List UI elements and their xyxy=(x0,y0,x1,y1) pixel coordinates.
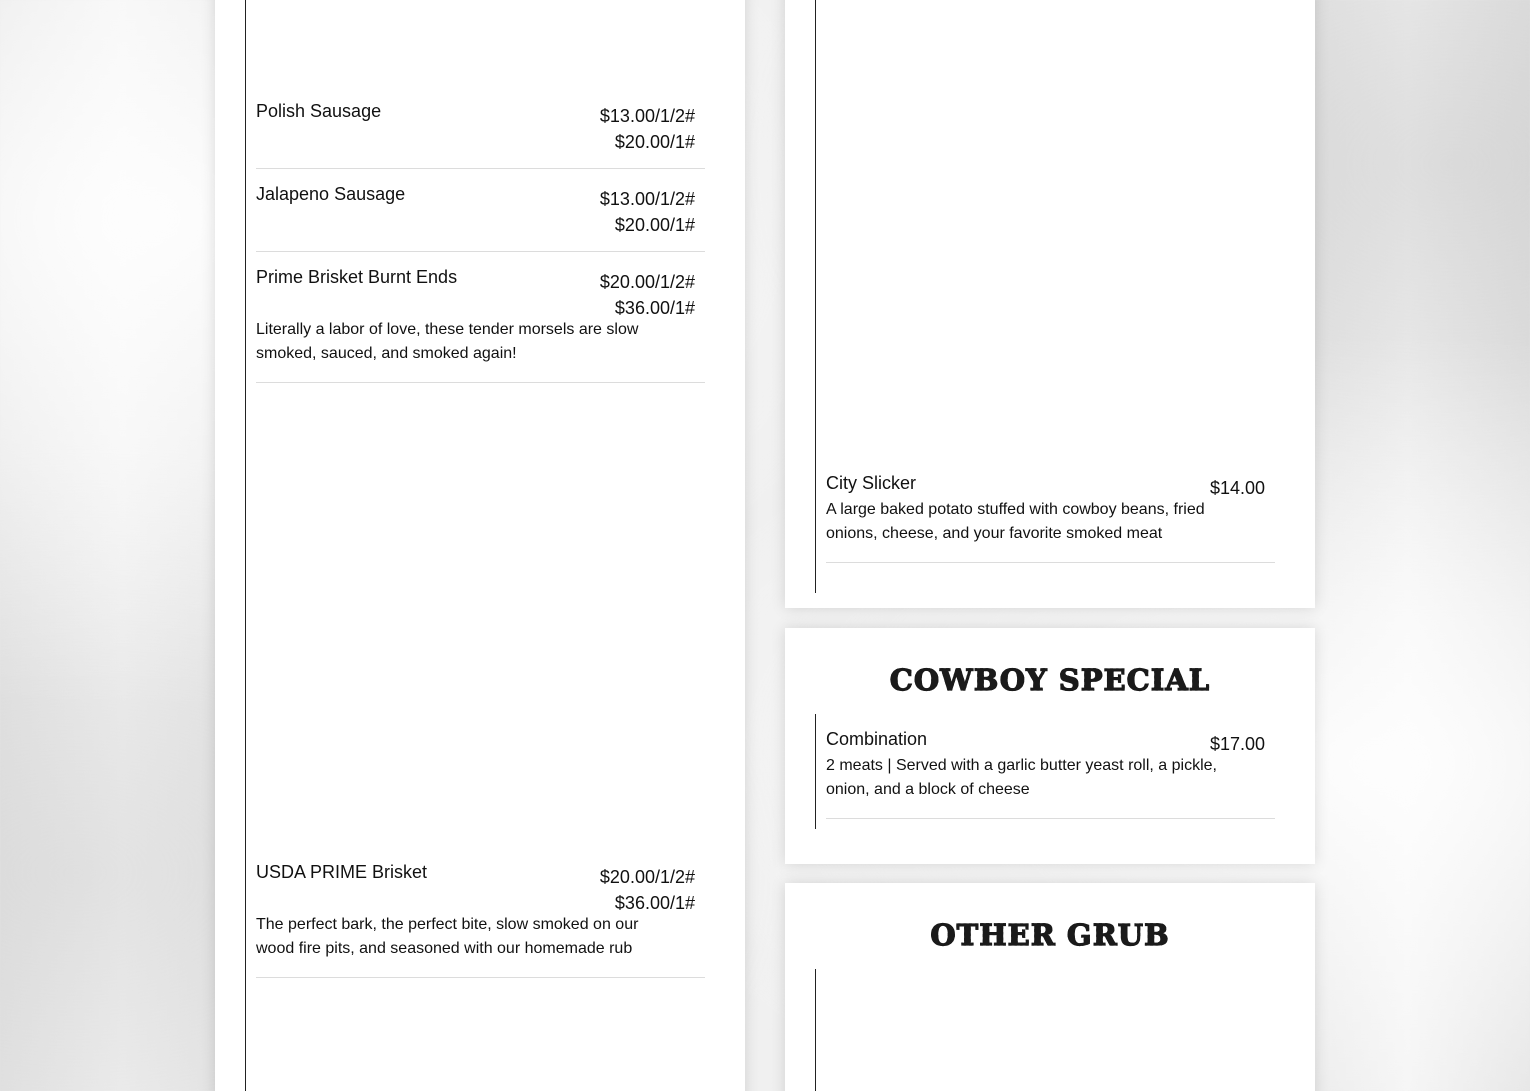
other-grub-divider-line xyxy=(815,969,816,1091)
item-name: Combination xyxy=(826,729,928,749)
price-pound: $36.00/1# xyxy=(614,298,695,318)
item-name: USDA PRIME Brisket xyxy=(256,862,428,882)
item-description: The perfect bark, the perfect bite, slow smoked on our wood fire pits, and seasoned with our homemade rub xyxy=(256,916,639,957)
item-prices xyxy=(600,186,695,238)
menu-item-usda-prime-brisket xyxy=(256,861,705,978)
menu-item-jalapeno-sausage xyxy=(256,183,705,252)
item-price: $14.00 xyxy=(1209,478,1265,498)
cowboy-special-panel xyxy=(785,628,1315,864)
price-pound: $36.00/1# xyxy=(614,893,695,913)
price-half-pound: $20.00/1/2# xyxy=(599,272,695,292)
price-half-pound: $13.00/1/2# xyxy=(599,189,695,209)
price-half-pound: $20.00/1/2# xyxy=(599,867,695,887)
section-title-text: COWBOY SPECIAL xyxy=(889,663,1211,697)
right-top-menu-panel xyxy=(785,0,1315,608)
menu-item-polish-sausage xyxy=(256,100,705,169)
item-prices xyxy=(600,269,695,321)
price-half-pound: $13.00/1/2# xyxy=(599,106,695,126)
section-title-cowboy-special xyxy=(785,663,1315,697)
price-pound: $20.00/1# xyxy=(614,132,695,152)
item-name: Prime Brisket Burnt Ends xyxy=(256,267,458,287)
menu-item-prime-brisket-burnt-ends xyxy=(256,266,705,383)
menu-item-city-slicker xyxy=(826,472,1275,563)
cowboy-special-divider-line xyxy=(815,714,816,829)
item-name: Polish Sausage xyxy=(256,101,382,121)
other-grub-panel xyxy=(785,883,1315,1091)
price-pound: $20.00/1# xyxy=(614,215,695,235)
item-description: 2 meats | Served with a garlic butter yeast roll, a pickle, onion, and a block of cheese xyxy=(826,757,1217,798)
right-top-divider-line xyxy=(815,0,816,593)
left-menu-panel xyxy=(215,0,745,1091)
left-panel-divider-line xyxy=(245,0,246,1091)
item-name: Jalapeno Sausage xyxy=(256,184,406,204)
item-description: A large baked potato stuffed with cowboy beans, fried onions, cheese, and your favorite smoked meat xyxy=(826,501,1205,542)
section-title-other-grub xyxy=(785,918,1315,952)
section-title-text: OTHER GRUB xyxy=(930,918,1170,952)
item-price: $17.00 xyxy=(1209,734,1265,754)
item-prices xyxy=(600,864,695,916)
menu-item-combination xyxy=(826,728,1275,819)
item-prices xyxy=(600,103,695,155)
item-name: City Slicker xyxy=(826,473,917,493)
item-description: Literally a labor of love, these tender morsels are slow smoked, sauced, and smoked again! xyxy=(256,321,639,362)
